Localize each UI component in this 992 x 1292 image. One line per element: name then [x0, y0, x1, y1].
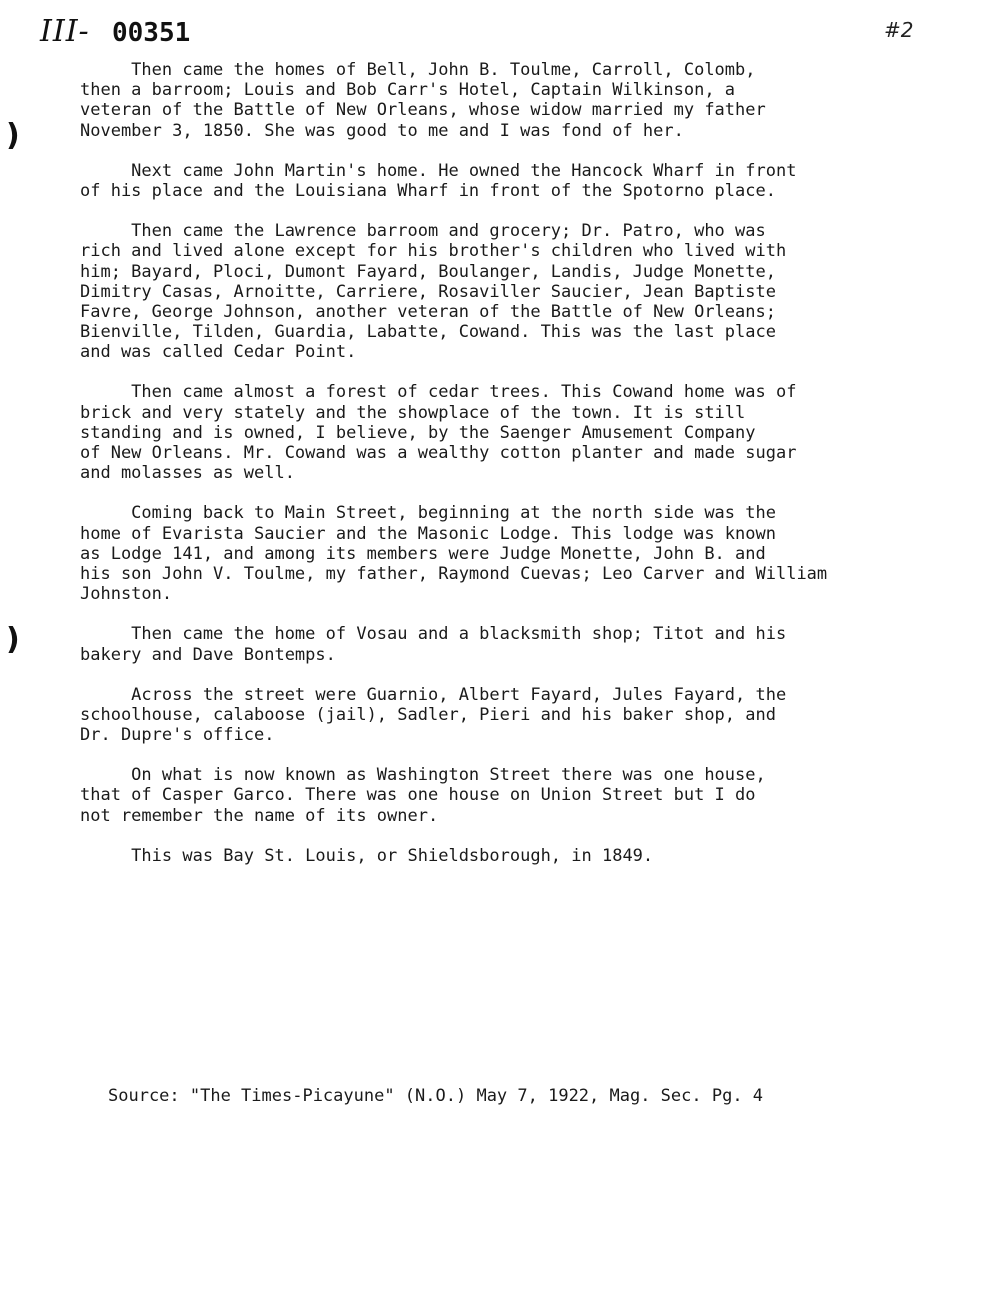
paragraph	[80, 846, 980, 866]
text-line: standing and is owned, I believe, by the Saenger Amusement Company	[80, 422, 756, 443]
text-line: Across the street were Guarnio, Albert Fayard, Jules Fayard, the	[80, 684, 787, 705]
text-line: Coming back to Main Street, beginning at the north side was the	[80, 503, 776, 524]
text-line: that of Casper Garco. There was one house on Union Street but I do	[80, 785, 756, 806]
text-line: Bienville, Tilden, Guardia, Labatte, Cowand. This was the last place	[80, 322, 776, 343]
text-line: rich and lived alone except for his brother's children who lived with	[80, 241, 787, 262]
text-line: Then came the homes of Bell, John B. Toulme, Carroll, Colomb,	[80, 60, 756, 80]
text-line: then a barroom; Louis and Bob Carr's Hotel, Captain Wilkinson, a	[80, 80, 736, 101]
text-line: him; Bayard, Ploci, Dumont Fayard, Boulanger, Landis, Judge Monette,	[80, 261, 776, 282]
text-line: This was Bay St. Louis, or Shieldsborough, in 1849.	[80, 845, 654, 866]
text-line: Then came the home of Vosau and a blacksmith shop; Titot and his	[80, 624, 787, 645]
text-line: home of Evarista Saucier and the Masonic Lodge. This lodge was known	[80, 523, 776, 544]
margin-mark-icon: )	[6, 622, 20, 657]
text-line: Favre, George Johnson, another veteran of the Battle of New Orleans;	[80, 301, 776, 322]
paragraph	[80, 382, 980, 483]
text-line: Next came John Martin's home. He owned the Hancock Wharf in front	[80, 160, 797, 181]
source-citation: Source: "The Times-Picayune" (N.O.) May 7, 1922, Mag. Sec. Pg. 4	[108, 1086, 764, 1106]
paragraph	[80, 161, 980, 201]
text-line: bakery and Dave Bontemps.	[80, 644, 336, 665]
text-line: not remember the name of its owner.	[80, 805, 439, 826]
text-line: schoolhouse, calaboose (jail), Sadler, Pieri and his baker shop, and	[80, 704, 776, 725]
text-line: Then came the Lawrence barroom and grocery; Dr. Patro, who was	[80, 221, 766, 242]
text-line: his son John V. Toulme, my father, Raymond Cuevas; Leo Carver and William	[80, 563, 828, 584]
text-line: Then came almost a forest of cedar trees. This Cowand home was of	[80, 382, 797, 403]
document-id: 00351	[112, 18, 191, 48]
text-line: and molasses as well.	[80, 463, 295, 484]
paragraph	[80, 685, 980, 746]
text-line: of his place and the Louisiana Wharf in front of the Spotorno place.	[80, 180, 776, 201]
text-line: November 3, 1850. She was good to me and I was fond of her.	[80, 120, 684, 141]
paragraph	[80, 503, 980, 604]
text-line: veteran of the Battle of New Orleans, whose widow married my father	[80, 100, 766, 121]
text-line: On what is now known as Washington Street there was one house,	[80, 765, 766, 786]
body-text	[80, 60, 980, 886]
margin-mark-icon: )	[6, 118, 20, 153]
paragraph	[80, 765, 980, 826]
handwritten-roman-numeral: III-	[40, 14, 90, 49]
paragraph	[80, 60, 980, 141]
text-line: as Lodge 141, and among its members were Judge Monette, John B. and	[80, 543, 766, 564]
text-line: of New Orleans. Mr. Cowand was a wealthy cotton planter and made sugar	[80, 443, 797, 463]
page-number: #2	[884, 18, 914, 42]
text-line: brick and very stately and the showplace of the town. It is still	[80, 402, 746, 423]
text-line: Johnston.	[80, 584, 173, 605]
text-line: Dimitry Casas, Arnoitte, Carriere, Rosaviller Saucier, Jean Baptiste	[80, 281, 776, 302]
paragraph	[80, 221, 980, 362]
text-line: Dr. Dupre's office.	[80, 725, 275, 746]
text-line: and was called Cedar Point.	[80, 342, 357, 363]
paragraph	[80, 624, 980, 664]
